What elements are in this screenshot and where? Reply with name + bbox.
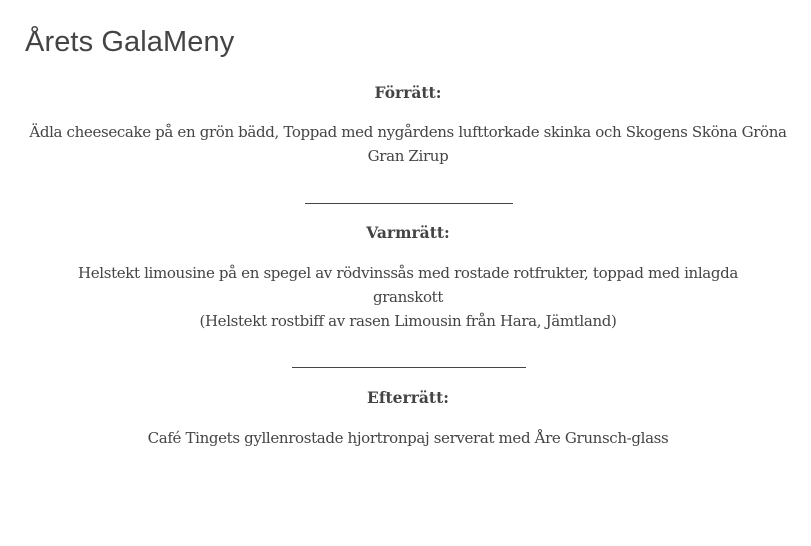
dessert-heading: Efterrätt:	[367, 388, 449, 407]
section-divider	[305, 203, 513, 204]
starter-description-line: Ädla cheesecake på en grön bädd, Toppad med nygårdens lufttorkade skinka och Skogens Sköna Gröna Gran Zirup	[29, 123, 787, 165]
page-title: Årets GalaMeny	[25, 26, 235, 58]
section-divider	[292, 367, 526, 368]
dessert-description	[20, 426, 796, 450]
main-course-description-line: Helstekt limousine på en spegel av rödvinssås med rostade rotfrukter, toppad med inlagda granskott	[78, 264, 738, 306]
main-course-heading: Varmrätt:	[366, 223, 450, 242]
starter-heading: Förrätt:	[374, 83, 442, 102]
main-course-description	[50, 261, 766, 333]
starter-description	[20, 120, 796, 168]
main-course-note: (Helstekt rostbiff av rasen Limousin från Hara, Jämtland)	[199, 312, 617, 330]
dessert-description-line: Café Tingets gyllenrostade hjortronpaj serverat med Åre Grunsch-glass	[147, 429, 669, 447]
